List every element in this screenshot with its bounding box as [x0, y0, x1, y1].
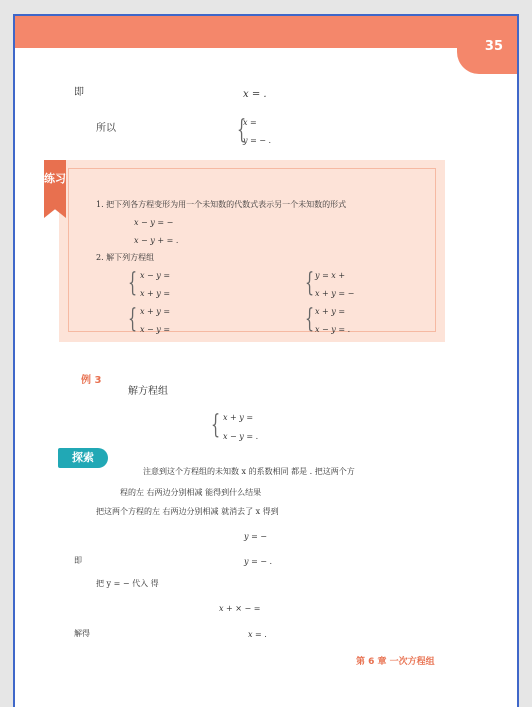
sys2-line-b: x + y = − [315, 289, 355, 298]
example-text: 解方程组 [128, 386, 168, 397]
system-line-a: x = [243, 118, 257, 127]
practice-box-border [68, 168, 436, 332]
explore-eq3: x + × − = [219, 604, 261, 613]
brace-icon: { [211, 410, 221, 440]
sys2-line-a: y = x + [315, 271, 346, 280]
practice-q2: 2. 解下列方程组 [96, 253, 155, 262]
explore-eq2: y = − . [244, 557, 273, 566]
explore-solution: x = . [248, 630, 267, 639]
line-ji: 即 [74, 87, 84, 98]
practice-q1b: x − y + = . [134, 236, 179, 245]
page [15, 16, 517, 707]
brace-icon: { [305, 268, 315, 298]
example-sys-b: x − y = . [223, 432, 259, 441]
explore-p2: 程的左 右两边分别相减 能得到什么结果 [120, 488, 262, 497]
explore-jiede: 解得 [74, 629, 90, 638]
brace-icon: { [128, 268, 138, 298]
sys3-line-b: x − y = [140, 325, 171, 334]
explore-badge: 探索 [58, 448, 108, 468]
explore-p1: 注意到这个方程组的未知数 x 的系数相同 都是 . 把这两个方 [143, 467, 355, 476]
sys4-line-b: x − y = . [315, 325, 351, 334]
sys1-line-a: x − y = [140, 271, 171, 280]
header-band [15, 16, 517, 48]
practice-q1a: x − y = − [134, 218, 174, 227]
practice-q1: 1. 把下列各方程变形为用一个未知数的代数式表示另一个未知数的形式 [96, 200, 347, 209]
page-number: 35 [484, 39, 503, 54]
sys3-line-a: x + y = [140, 307, 171, 316]
brace-icon: { [305, 304, 315, 334]
sys1-line-b: x + y = [140, 289, 171, 298]
brace-icon: { [128, 304, 138, 334]
system-line-b: y = − . [243, 136, 272, 145]
line-suoyi: 所以 [96, 123, 116, 134]
chapter-footer: 第 6 章 一次方程组 [356, 657, 435, 667]
practice-badge: 练习 [44, 172, 66, 185]
example-label: 例 3 [81, 375, 102, 386]
sys4-line-a: x + y = [315, 307, 346, 316]
explore-ji: 即 [74, 556, 82, 565]
example-sys-a: x + y = [223, 413, 254, 422]
explore-p3: 把这两个方程的左 右两边分别相减 就消去了 x 得到 [96, 507, 279, 516]
explore-eq1: y = − [244, 532, 268, 541]
line-x-eq: x = . [243, 89, 267, 100]
explore-substitute: 把 y = − 代入 得 [96, 579, 159, 588]
brace-icon: { [237, 115, 247, 145]
